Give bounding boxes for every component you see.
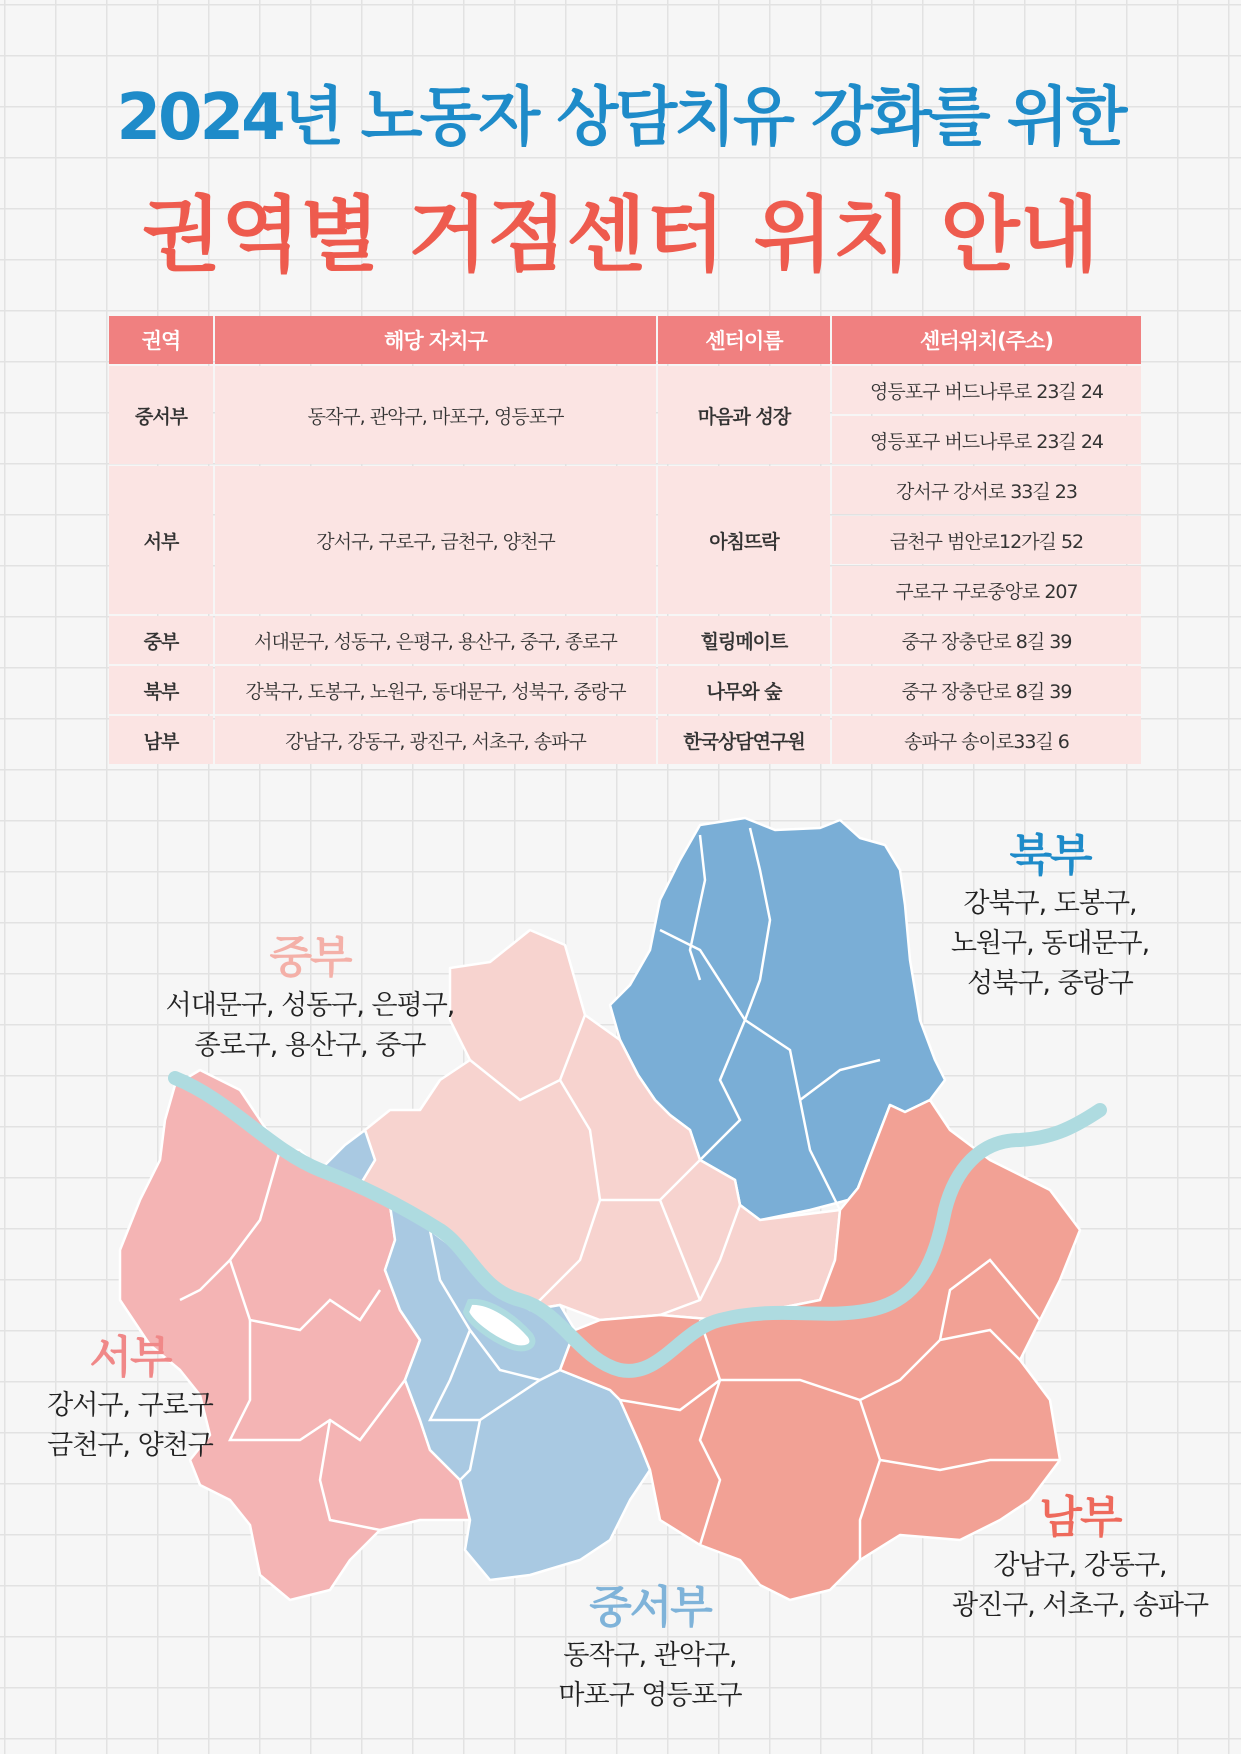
address-cell: 영등포구 버드나루로 23길 24 <box>832 416 1141 464</box>
districts-cell: 강북구, 도봉구, 노원구, 동대문구, 성북구, 중랑구 <box>215 666 656 714</box>
header-region: 권역 <box>109 316 213 364</box>
table-header-row <box>109 316 1141 364</box>
label-central-west-line-2: 마포구 영등포구 <box>558 1680 742 1711</box>
table-row <box>109 366 1141 414</box>
label-north-line-1: 강북구, 도봉구, <box>963 888 1137 919</box>
districts-cell: 강남구, 강동구, 광진구, 서초구, 송파구 <box>215 716 656 764</box>
title-line-1: 2024년 노동자 상담치유 강화를 위한 <box>116 81 1125 155</box>
label-south-title: 남부 <box>1039 1492 1121 1543</box>
label-north-line-3: 성북구, 중랑구 <box>967 968 1133 999</box>
address-cell: 구로구 구로중앙로 207 <box>832 566 1141 614</box>
center-name-cell: 한국상담연구원 <box>658 716 830 764</box>
label-central-title: 중부 <box>269 932 351 983</box>
address-cell: 금천구 범안로12가길 52 <box>832 516 1141 564</box>
label-central <box>130 930 490 1066</box>
label-west-title: 서부 <box>89 1332 171 1383</box>
title-line-2: 권역별 거점센터 위치 안내 <box>142 188 1099 283</box>
label-south-line-1: 강남구, 강동구, <box>993 1550 1167 1581</box>
header-center-address: 센터위치(주소) <box>832 316 1141 364</box>
label-west <box>20 1330 240 1466</box>
table-row <box>109 616 1141 664</box>
label-central-line-1: 서대문구, 성동구, 은평구, <box>165 990 455 1021</box>
label-south <box>930 1490 1230 1626</box>
districts-cell: 서대문구, 성동구, 은평구, 용산구, 중구, 종로구 <box>215 616 656 664</box>
label-central-west-line-1: 동작구, 관악구, <box>563 1640 737 1671</box>
center-name-cell: 힐링메이트 <box>658 616 830 664</box>
region-cell: 중서부 <box>109 366 213 464</box>
label-west-line-2: 금천구, 양천구 <box>47 1430 213 1461</box>
center-name-cell: 아침뜨락 <box>658 466 830 614</box>
header-center-name: 센터이름 <box>658 316 830 364</box>
label-central-line-2: 종로구, 용산구, 중구 <box>194 1030 426 1061</box>
address-cell: 송파구 송이로33길 6 <box>832 716 1141 764</box>
address-cell: 영등포구 버드나루로 23길 24 <box>832 366 1141 414</box>
districts-cell: 동작구, 관악구, 마포구, 영등포구 <box>215 366 656 464</box>
label-north-title: 북부 <box>1009 830 1091 881</box>
table-row <box>109 466 1141 514</box>
center-name-cell: 마음과 성장 <box>658 366 830 464</box>
table-row <box>109 716 1141 764</box>
address-cell: 중구 장충단로 8길 39 <box>832 616 1141 664</box>
label-north-line-2: 노원구, 동대문구, <box>950 928 1150 959</box>
region-cell: 남부 <box>109 716 213 764</box>
region-cell: 중부 <box>109 616 213 664</box>
table-row <box>109 666 1141 714</box>
header-districts: 해당 자치구 <box>215 316 656 364</box>
address-cell: 강서구 강서로 33길 23 <box>832 466 1141 514</box>
districts-cell: 강서구, 구로구, 금천구, 양천구 <box>215 466 656 614</box>
label-south-line-2: 광진구, 서초구, 송파구 <box>951 1590 1209 1621</box>
region-cell: 북부 <box>109 666 213 714</box>
region-cell: 서부 <box>109 466 213 614</box>
address-cell: 중구 장충단로 8길 39 <box>832 666 1141 714</box>
label-north <box>880 828 1220 1004</box>
center-table <box>107 314 1143 766</box>
label-west-line-1: 강서구, 구로구 <box>47 1390 213 1421</box>
label-central-west <box>520 1580 780 1716</box>
center-name-cell: 나무와 숲 <box>658 666 830 714</box>
label-central-west-title: 중서부 <box>589 1582 711 1633</box>
